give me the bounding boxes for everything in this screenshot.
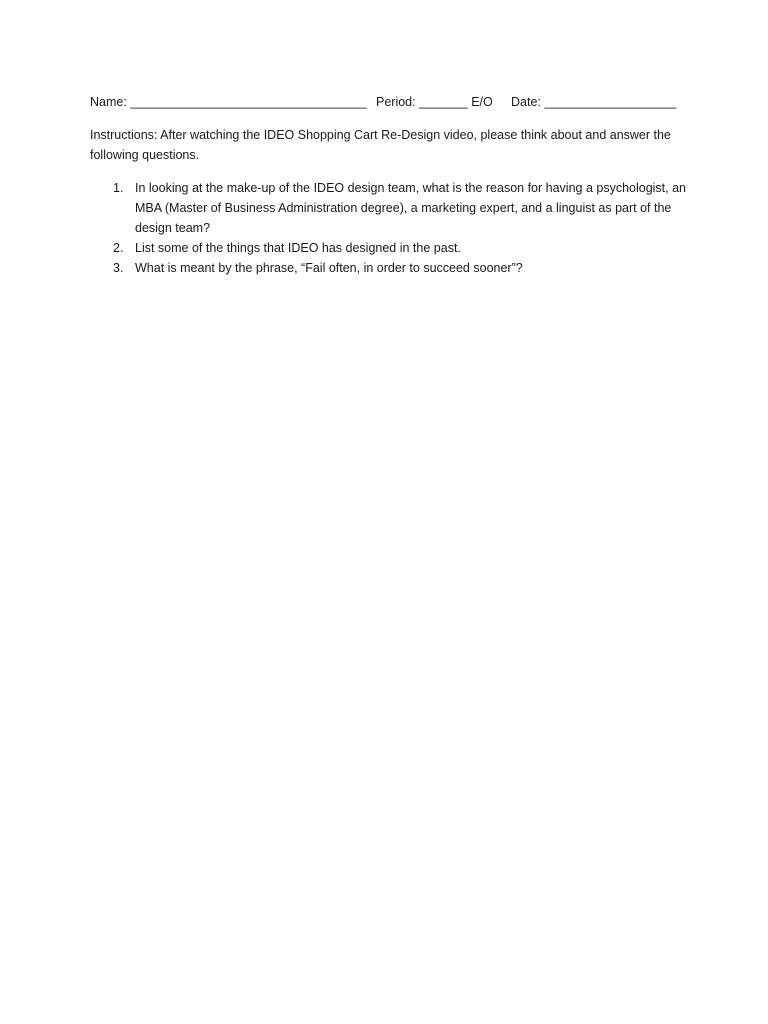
date-field: Date: ___________________ (511, 95, 677, 109)
question-number: 2. (113, 241, 124, 255)
question-item (90, 178, 690, 238)
question-text: What is meant by the phrase, “Fail often, in order to succeed sooner”? (135, 261, 523, 275)
question-text: In looking at the make-up of the IDEO design team, what is the reason for having a psychologist, an MBA (Master of Business Administration degree), a marketing expert, and a linguist as part of the design team? (135, 181, 687, 235)
question-number: 3. (113, 261, 124, 275)
instructions-text: Instructions: After watching the IDEO Shopping Cart Re-Design video, please think about and answer the following questions. (90, 128, 671, 162)
name-field: Name: __________________________________ (90, 95, 367, 109)
period-field: Period: _______ E/O (376, 95, 493, 109)
question-number: 1. (113, 181, 124, 195)
document-page (90, 92, 690, 278)
header-line (90, 92, 690, 112)
question-list (90, 178, 690, 278)
question-text: List some of the things that IDEO has designed in the past. (135, 241, 461, 255)
question-item (90, 238, 690, 258)
question-item (90, 258, 690, 278)
